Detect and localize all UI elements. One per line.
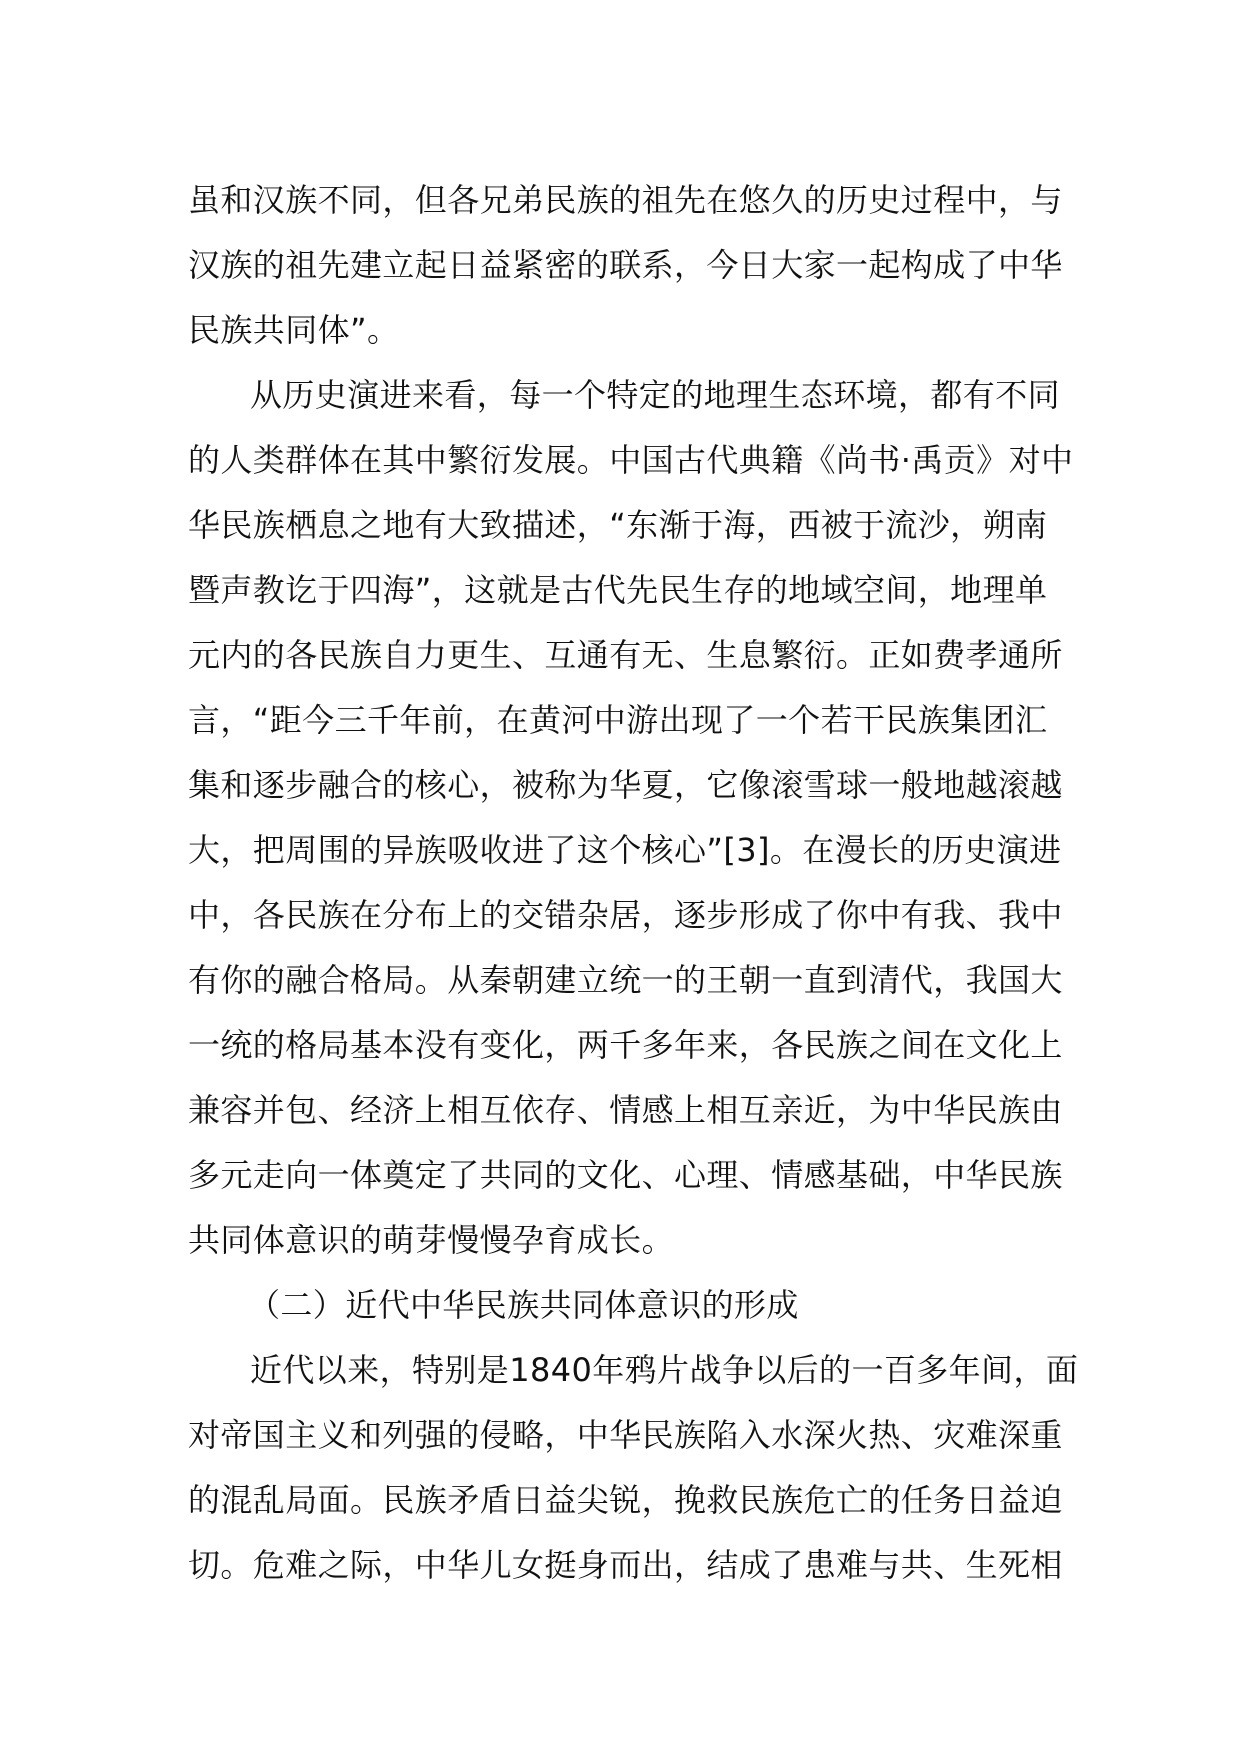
text-line: 元内的各民族自力更生、互通有无、生息繁衍。正如费孝通所 bbox=[188, 636, 1063, 674]
text-line: 民族共同体”。 bbox=[188, 311, 400, 349]
text-line: 多元走向一体奠定了共同的文化、心理、情感基础，中华民族 bbox=[188, 1156, 1063, 1194]
text-line: 虽和汉族不同，但各兄弟民族的祖先在悠久的历史过程中，与 bbox=[188, 181, 1063, 219]
paragraph-first-line: 近代以来，特别是1840年鸦片战争以后的一百多年间，面 bbox=[250, 1351, 1079, 1389]
text-line: 大，把周围的异族吸收进了这个核心”[3]。在漫长的历史演进 bbox=[188, 831, 1062, 869]
text-line: 中，各民族在分布上的交错杂居，逐步形成了你中有我、我中 bbox=[188, 896, 1063, 934]
text-line: 汉族的祖先建立起日益紧密的联系，今日大家一起构成了中华 bbox=[188, 246, 1063, 284]
text-line: 对帝国主义和列强的侵略，中华民族陷入水深火热、灾难深重 bbox=[188, 1416, 1063, 1454]
text-line: 集和逐步融合的核心，被称为华夏，它像滚雪球一般地越滚越 bbox=[188, 766, 1063, 804]
text-line: 的混乱局面。民族矛盾日益尖锐，挽救民族危亡的任务日益迫 bbox=[188, 1481, 1063, 1519]
body-text bbox=[188, 168, 1079, 1598]
text-line: 共同体意识的萌芽慢慢孕育成长。 bbox=[188, 1221, 675, 1259]
text-line: 的人类群体在其中繁衍发展。中国古代典籍《尚书·禹贡》对中 bbox=[188, 441, 1074, 479]
paragraph-first-line: 从历史演进来看，每一个特定的地理生态环境，都有不同 bbox=[250, 376, 1061, 414]
text-line: 暨声教讫于四海”，这就是古代先民生存的地域空间，地理单 bbox=[188, 571, 1048, 609]
text-line: 兼容并包、经济上相互依存、情感上相互亲近，为中华民族由 bbox=[188, 1091, 1063, 1129]
text-line: 有你的融合格局。从秦朝建立统一的王朝一直到清代，我国大 bbox=[188, 961, 1063, 999]
text-line: 一统的格局基本没有变化，两千多年来，各民族之间在文化上 bbox=[188, 1026, 1063, 1064]
text-line: 切。危难之际，中华儿女挺身而出，结成了患难与共、生死相 bbox=[188, 1546, 1063, 1584]
text-line: 言，“距今三千年前，在黄河中游出现了一个若干民族集团汇 bbox=[188, 701, 1048, 739]
text-line: 华民族栖息之地有大致描述，“东渐于海，西被于流沙，朔南 bbox=[188, 506, 1048, 544]
section-heading: （二）近代中华民族共同体意识的形成 bbox=[248, 1286, 799, 1324]
